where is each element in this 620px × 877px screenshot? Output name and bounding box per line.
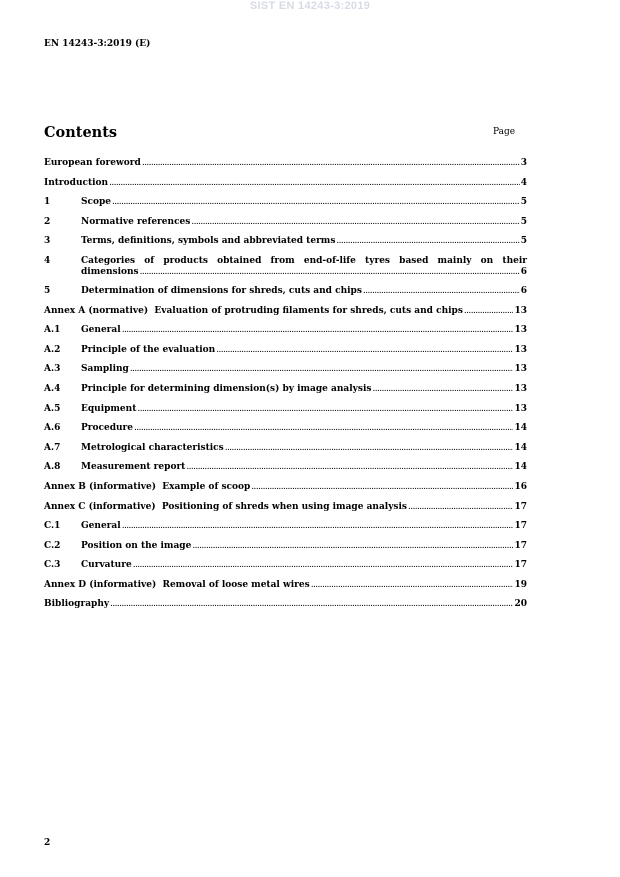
page-column-label: Page [493, 127, 516, 137]
toc-entry-page: 13 [514, 383, 527, 394]
toc-entry-introduction[interactable] [44, 178, 527, 198]
toc-entry-number: 3 [44, 236, 51, 247]
toc-entry-title: Normative references [81, 216, 191, 227]
toc-entry-annex-b[interactable] [44, 482, 527, 502]
page-number: 2 [44, 838, 51, 848]
watermark: SIST EN 14243-3:2019 [249, 0, 371, 12]
toc-entry-title-line1: Categories of products obtained from end-of-life tyres based mainly on their [81, 255, 527, 266]
toc-entry-number: A.1 [44, 325, 61, 336]
toc-entry-page: 13 [514, 364, 527, 375]
toc-leader [109, 178, 520, 189]
toc-leader [216, 345, 513, 356]
toc-entry-a7[interactable] [44, 443, 527, 463]
toc-entry-title: Measurement report [81, 462, 186, 473]
toc-entry-number: C.2 [44, 540, 61, 551]
toc-leader [311, 580, 514, 591]
toc-leader [363, 286, 520, 297]
toc-entry-1[interactable] [44, 197, 527, 217]
toc-leader [186, 462, 513, 473]
toc-entry-number: 1 [44, 197, 51, 208]
toc-entry-number: 2 [44, 216, 51, 227]
toc-entry-title: Annex B (informative) Example of scoop [44, 481, 251, 492]
toc-leader [110, 599, 513, 610]
toc-entry-title: Procedure [81, 423, 134, 434]
toc-leader [408, 502, 513, 513]
toc-entry-title: Annex D (informative) Removal of loose metal wires [44, 579, 310, 590]
toc-entry-a5[interactable] [44, 404, 527, 424]
document-id: EN 14243-3:2019 (E) [44, 39, 151, 49]
toc-leader [112, 197, 520, 208]
toc-entry-page: 17 [514, 501, 527, 512]
toc-entry-page: 3 [520, 158, 527, 168]
toc-entry-title: Equipment [81, 403, 137, 414]
toc-leader [372, 384, 513, 395]
toc-leader [336, 236, 519, 247]
toc-leader [137, 404, 513, 415]
toc-entry-page: 19 [514, 579, 527, 590]
toc-entry-a1[interactable] [44, 325, 527, 345]
toc-entry-title: Terms, definitions, symbols and abbreviated terms [81, 236, 336, 247]
toc-leader [464, 306, 514, 317]
toc-entry-page: 16 [514, 481, 527, 492]
toc-entry-title: Curvature [81, 560, 132, 571]
toc-entry-title: General [81, 325, 121, 336]
toc-entry-annex-d[interactable] [44, 580, 527, 600]
toc-entry-a8[interactable] [44, 462, 527, 482]
toc-entry-page: 5 [520, 197, 527, 208]
toc-entry-number: A.8 [44, 462, 61, 473]
toc-entry-page: 13 [514, 403, 527, 414]
toc-entry-title: Position on the image [81, 540, 192, 551]
toc-entry-number: C.3 [44, 560, 61, 571]
toc-entry-number: 5 [44, 285, 51, 296]
toc-leader [142, 158, 520, 169]
toc-leader [122, 325, 514, 336]
toc-leader [191, 217, 519, 228]
toc-leader [225, 443, 514, 454]
toc-entry-title: European foreword [44, 158, 141, 168]
toc-entry-5[interactable] [44, 286, 527, 306]
toc-leader [130, 364, 514, 375]
toc-leader [140, 267, 520, 278]
toc-entry-annex-a[interactable] [44, 306, 527, 326]
table-of-contents [44, 158, 527, 619]
toc-entry-page: 13 [514, 305, 527, 316]
toc-entry-page: 5 [520, 216, 527, 227]
toc-entry-c2[interactable] [44, 541, 527, 561]
contents-title: Contents [44, 124, 118, 141]
toc-leader [122, 521, 514, 532]
toc-entry-3[interactable] [44, 236, 527, 256]
toc-entry-c1[interactable] [44, 521, 527, 541]
toc-entry-page: 20 [514, 599, 527, 610]
toc-entry-title: Sampling [81, 364, 129, 375]
toc-entry-page: 17 [514, 540, 527, 551]
toc-entry-number: A.3 [44, 364, 61, 375]
toc-entry-page: 6 [520, 285, 527, 296]
toc-entry-title: Annex A (normative) Evaluation of protruding filaments for shreds, cuts and chips [44, 305, 463, 316]
toc-entry-title: Annex C (informative) Positioning of shreds when using image analysis [44, 501, 407, 512]
toc-entry-title-line2: dimensions [81, 266, 139, 277]
toc-entry-2[interactable] [44, 217, 527, 237]
toc-entry-page: 13 [514, 325, 527, 336]
toc-entry-number: C.1 [44, 521, 61, 532]
toc-entry-a6[interactable] [44, 423, 527, 443]
toc-entry-page: 17 [514, 521, 527, 532]
toc-entry-a2[interactable] [44, 345, 527, 365]
toc-entry-number: A.2 [44, 344, 61, 355]
toc-entry-number: A.6 [44, 423, 61, 434]
toc-entry-title: General [81, 521, 121, 532]
toc-entry-title: Introduction [44, 177, 109, 188]
toc-entry-page: 14 [514, 462, 527, 473]
toc-entry-a4[interactable] [44, 384, 527, 404]
toc-leader [192, 541, 513, 552]
toc-entry-title: Bibliography [44, 599, 110, 610]
toc-entry-title: Principle of the evaluation [81, 344, 216, 355]
toc-entry-c3[interactable] [44, 560, 527, 580]
toc-entry-title: Determination of dimensions for shreds, cuts and chips [81, 285, 362, 296]
toc-entry-number: 4 [44, 255, 51, 266]
toc-entry-a3[interactable] [44, 364, 527, 384]
toc-leader [134, 423, 513, 434]
toc-leader [133, 560, 514, 571]
toc-entry-number: A.5 [44, 403, 61, 414]
toc-entry-number: A.4 [44, 383, 61, 394]
toc-leader [251, 482, 513, 493]
toc-entry-page: 13 [514, 344, 527, 355]
toc-entry-foreword[interactable] [44, 158, 527, 178]
toc-entry-number: A.7 [44, 442, 61, 453]
toc-entry-page: 14 [514, 423, 527, 434]
toc-entry-page: 17 [514, 560, 527, 571]
toc-entry-title: Principle for determining dimension(s) by image analysis [81, 383, 372, 394]
toc-entry-title: Scope [81, 197, 112, 208]
toc-entry-page: 14 [514, 442, 527, 453]
toc-entry-page: 4 [520, 177, 527, 188]
toc-entry-bibliography[interactable] [44, 599, 527, 619]
toc-entry-page: 5 [520, 236, 527, 247]
toc-entry-page: 6 [520, 266, 527, 277]
toc-entry-title: Metrological characteristics [81, 442, 224, 453]
toc-entry-annex-c[interactable] [44, 502, 527, 522]
toc-entry-4[interactable] [44, 256, 527, 286]
